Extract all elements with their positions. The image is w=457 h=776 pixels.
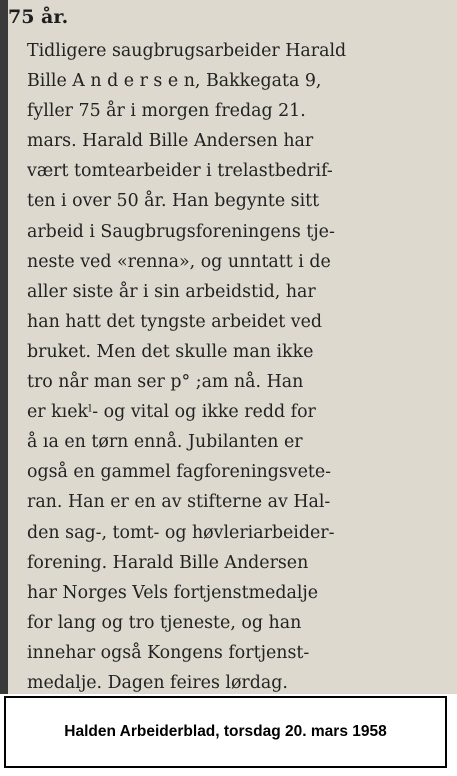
article-line: for lang og tro tjeneste, og han [27,612,302,633]
article-line: er kıekˡ- og vital og ikke redd for [27,402,316,423]
article-line: ran. Han er en av stifterne av Hal- [27,492,331,513]
article-line: medalje. Dagen feires lørdag. [27,672,288,693]
article-line: ten i over 50 år. Han begynte sitt [27,191,320,212]
article-line: Tidligere saugbrugsarbeider Harald [27,41,347,61]
article-line: innehar også Kongens fortjenst- [27,642,310,663]
article-line: å ıa en tørn ennå. Jubilanten er [27,432,303,453]
article-line: også en gammel fagforeningsvete- [27,462,332,483]
article-line: Bille A n d e r s e n, Bakkegata 9, [27,71,322,92]
article-line: arbeid i Saugbrugsforeningens tje- [27,221,335,242]
article-line: forening. Harald Bille Andersen [27,552,309,573]
article-body [27,36,445,694]
article-line: den sag-, tomt- og høvleriarbeider- [27,522,335,543]
article-line: fyller 75 år i morgen fredag 21. [27,101,306,122]
article-line: aller siste år i sin arbeidstid, har [27,281,316,302]
article-line: tro når man ser p° ;am nå. Han [27,372,304,393]
article-line: vært tomtearbeider i trelastbedrif- [27,161,333,182]
article-line: mars. Harald Bille Andersen har [27,131,314,152]
source-caption: Halden Arbeiderblad, torsdag 20. mars 1958 [64,723,387,740]
article-line: har Norges Vels fortjenstmedalje [27,582,319,603]
caption-box [4,696,447,768]
article-line: bruket. Men det skulle man ikke [27,341,314,362]
article-line: neste ved «renna», og unntatt i de [27,251,331,272]
article-heading: 75 år. [8,6,69,28]
article-line: han hatt det tyngste arbeidet ved [27,311,323,332]
